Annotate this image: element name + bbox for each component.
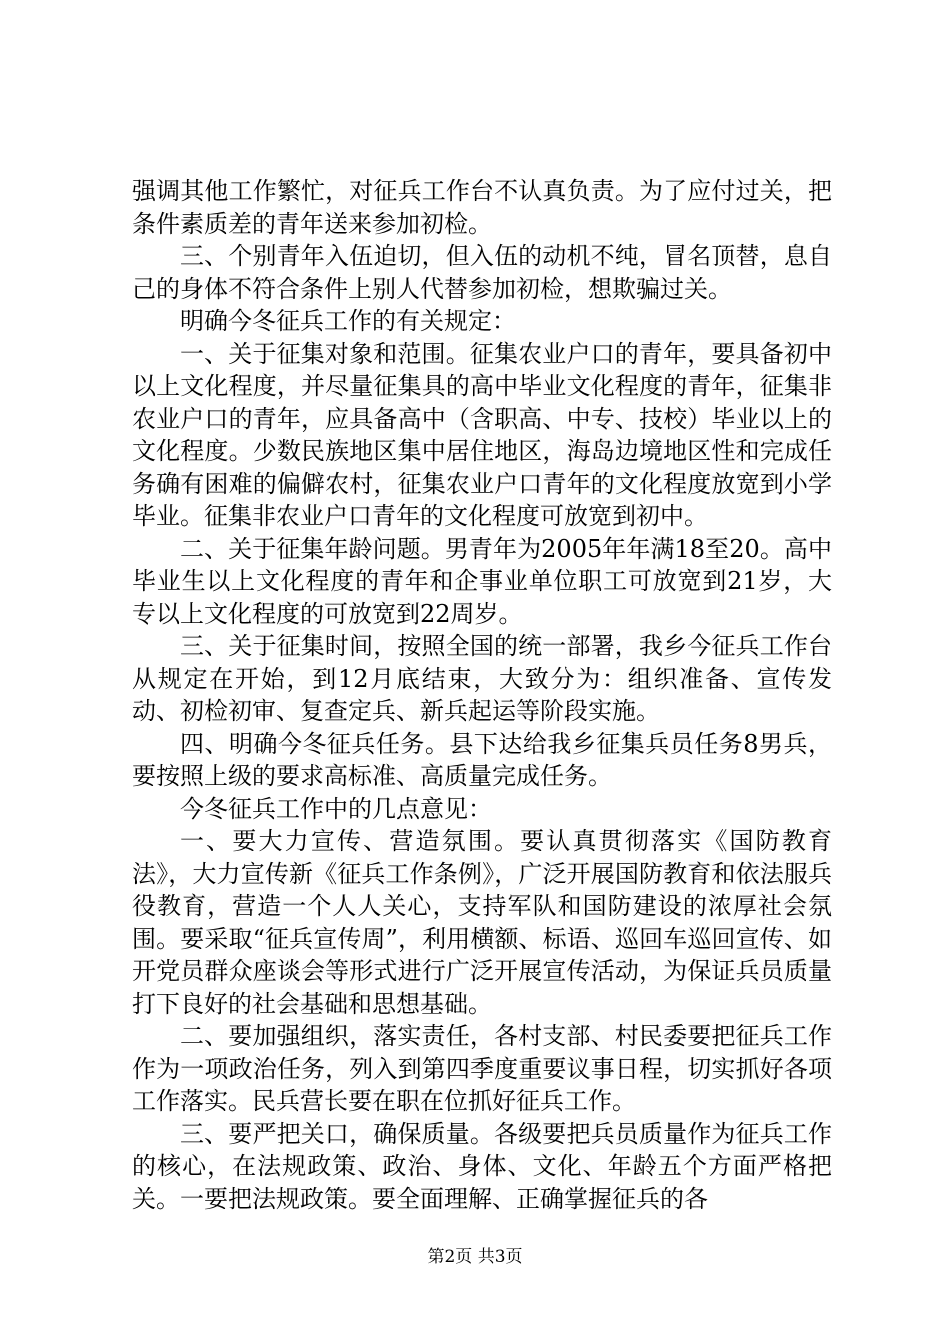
paragraph-9: 一、要大力宣传、营造氛围。要认真贯彻落实《国防教育法》，大力宣传新《征兵工作条例》，广泛开展国防教育和依法服兵役教育，营造一个人人关心，支持军队和国防建设的浓厚社会氛围。要采取“征兵宣传周”，利用横额、标语、巡回车巡回宣传、如开党员群众座谈会等形式进行广泛开展宣传活动，为保证兵员质量打下良好的社会基础和思想基础。 (132, 827, 832, 1018)
paragraph-10: 二、要加强组织，落实责任，各村支部、村民委要把征兵工作作为一项政治任务，列入到第四季度重要议事日程，切实抓好各项工作落实。民兵营长要在职在位抓好征兵工作。 (132, 1022, 832, 1115)
document-body (132, 175, 832, 1215)
paragraph-4: 一、关于征集对象和范围。征集农业户口的青年，要具备初中以上文化程度，并尽量征集具的高中毕业文化程度的青年，征集非农业户口的青年，应具备高中（含职高、中专、技校）毕业以上的文化程度。少数民族地区集中居住地区，海岛边境地区性和完成任务确有困难的偏僻农村，征集农业户口青年的文化程度放宽到小学毕业。征集非农业户口青年的文化程度可放宽到初中。 (132, 339, 832, 530)
paragraph-5: 二、关于征集年龄问题。男青年为2005年年满18至20。高中毕业生以上文化程度的青年和企事业单位职工可放宽到21岁，大专以上文化程度的可放宽到22周岁。 (132, 534, 832, 628)
paragraph-3: 明确今冬征兵工作的有关规定： (180, 307, 516, 335)
paragraph-2: 三、个别青年入伍迫切，但入伍的动机不纯，冒名顶替，息自己的身体不符合条件上别人代替参加初检，想欺骗过关。 (132, 242, 832, 303)
paragraph-8: 今冬征兵工作中的几点意见： (180, 794, 492, 823)
paragraph-11: 三、要严把关口，确保质量。各级要把兵员质量作为征兵工作的核心，在法规政策、政治、身体、文化、年龄五个方面严格把关。一要把法规政策。要全面理解、正确掌握征兵的各 (132, 1119, 832, 1213)
page-number-footer: 第2页 共3页 (427, 1247, 523, 1267)
paragraph-1: 强调其他工作繁忙，对征兵工作台不认真负责。为了应付过关，把条件素质差的青年送来参加初检。 (132, 177, 832, 238)
paragraph-6: 三、关于征集时间，按照全国的统一部署，我乡今征兵工作台从规定在开始，到12月底结束，大致分为：组织准备、宣传发动、初检初审、复查定兵、新兵起运等阶段实施。 (132, 632, 832, 725)
paragraph-7: 四、明确今冬征兵任务。县下达给我乡征集兵员任务8男兵，要按照上级的要求高标准、高质量完成任务。 (132, 729, 832, 790)
